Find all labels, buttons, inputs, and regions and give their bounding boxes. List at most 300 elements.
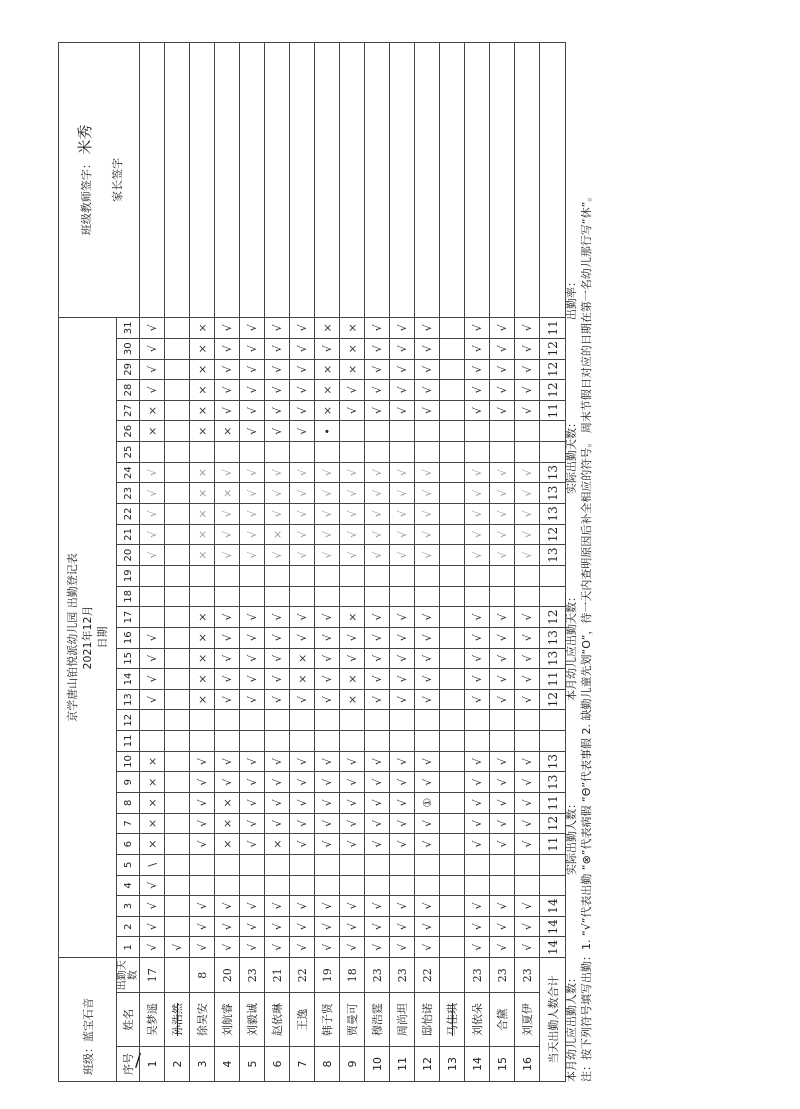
teacher-sign-label: 班级教师签字： — [79, 158, 93, 236]
attendance-mark — [490, 586, 515, 607]
attendance-rate-label: 出勤率： — [565, 276, 578, 320]
day-header-28: 28 — [117, 380, 140, 401]
attendance-mark — [165, 483, 190, 504]
attendance-mark: √ — [515, 689, 540, 710]
attendance-mark: √ — [415, 751, 440, 772]
row-number: 15 — [490, 1046, 515, 1081]
table-row — [215, 43, 240, 1082]
attendance-mark — [465, 731, 490, 752]
attendance-mark: √ — [165, 937, 190, 958]
attendance-mark: √ — [140, 648, 165, 669]
attendance-mark: √ — [465, 627, 490, 648]
attendance-mark — [415, 710, 440, 731]
attendance-mark: √ — [390, 504, 415, 525]
attendance-mark: √ — [215, 524, 240, 545]
attendance-mark — [515, 565, 540, 586]
attendance-mark: √ — [140, 483, 165, 504]
col-header-no: 序号 — [117, 1046, 140, 1081]
attendance-mark: √ — [415, 772, 440, 793]
attendance-mark: √ — [390, 813, 415, 834]
attendance-mark: √ — [340, 793, 365, 814]
attendance-mark: √ — [140, 627, 165, 648]
attendance-mark: × — [340, 338, 365, 359]
attendance-mark — [190, 731, 215, 752]
attendance-days: 23 — [465, 958, 490, 993]
attendance-mark — [165, 834, 190, 855]
attendance-days: 19 — [315, 958, 340, 993]
attendance-mark: √ — [265, 896, 290, 917]
attendance-mark: √ — [465, 896, 490, 917]
attendance-mark: × — [190, 504, 215, 525]
attendance-mark: √ — [365, 317, 390, 338]
attendance-mark — [365, 854, 390, 875]
daily-total: 11 — [540, 317, 566, 338]
daily-total: 11 — [540, 793, 566, 814]
attendance-mark: √ — [240, 834, 265, 855]
attendance-mark — [290, 586, 315, 607]
attendance-mark: √ — [515, 524, 540, 545]
attendance-mark: × — [190, 317, 215, 338]
attendance-mark: √ — [240, 483, 265, 504]
attendance-mark: ① — [415, 793, 440, 814]
attendance-mark — [440, 483, 465, 504]
attendance-mark — [365, 586, 390, 607]
attendance-mark: √ — [490, 937, 515, 958]
attendance-days: 23 — [515, 958, 540, 993]
parent-sign-cell — [490, 43, 515, 318]
attendance-mark — [165, 421, 190, 442]
daily-total — [540, 586, 566, 607]
daily-total: 12 — [540, 338, 566, 359]
attendance-mark: √ — [465, 380, 490, 401]
daily-total: 11 — [540, 834, 566, 855]
daily-total: 14 — [540, 916, 566, 937]
attendance-mark: √ — [315, 462, 340, 483]
attendance-mark: √ — [315, 689, 340, 710]
attendance-mark — [190, 442, 215, 463]
attendance-mark: √ — [515, 607, 540, 628]
attendance-mark: × — [340, 669, 365, 690]
attendance-mark: √ — [290, 545, 315, 566]
attendance-mark — [290, 442, 315, 463]
attendance-mark: × — [340, 607, 365, 628]
attendance-mark: √ — [515, 338, 540, 359]
attendance-mark: √ — [190, 751, 215, 772]
attendance-mark: √ — [465, 916, 490, 937]
attendance-days: 23 — [390, 958, 415, 993]
attendance-mark: × — [190, 524, 215, 545]
parent-sign-cell — [315, 43, 340, 318]
attendance-mark — [290, 854, 315, 875]
attendance-mark: × — [140, 751, 165, 772]
parent-sign-cell — [365, 43, 390, 318]
attendance-mark: √ — [465, 834, 490, 855]
attendance-mark — [390, 731, 415, 752]
attendance-mark: √ — [390, 751, 415, 772]
row-number: 3 — [190, 1046, 215, 1081]
attendance-mark: √ — [240, 317, 265, 338]
attendance-mark: √ — [315, 751, 340, 772]
attendance-mark: √ — [240, 338, 265, 359]
attendance-mark: √ — [240, 689, 265, 710]
attendance-mark — [265, 710, 290, 731]
attendance-mark — [165, 669, 190, 690]
attendance-mark — [490, 710, 515, 731]
attendance-mark — [365, 731, 390, 752]
attendance-mark: √ — [515, 937, 540, 958]
attendance-mark: √ — [215, 751, 240, 772]
attendance-mark: √ — [390, 524, 415, 545]
row-number: 7 — [290, 1046, 315, 1081]
day-header-25: 25 — [117, 442, 140, 463]
attendance-mark: √ — [515, 813, 540, 834]
attendance-mark — [440, 689, 465, 710]
table-row — [190, 43, 215, 1082]
daily-total: 13 — [540, 648, 566, 669]
rotated-page — [58, 42, 698, 1082]
attendance-mark: √ — [465, 545, 490, 566]
attendance-mark — [440, 400, 465, 421]
attendance-mark: √ — [340, 524, 365, 545]
attendance-mark: √ — [315, 896, 340, 917]
attendance-mark: √ — [240, 359, 265, 380]
attendance-mark: √ — [415, 896, 440, 917]
attendance-mark — [315, 731, 340, 752]
day-header-2: 2 — [117, 916, 140, 937]
attendance-table — [58, 42, 566, 1082]
attendance-mark: √ — [490, 400, 515, 421]
attendance-mark: × — [265, 834, 290, 855]
parent-sign-cell — [240, 43, 265, 318]
attendance-mark: √ — [340, 813, 365, 834]
day-header-4: 4 — [117, 875, 140, 896]
attendance-mark: √ — [490, 627, 515, 648]
child-name: 周尚坦 — [390, 993, 415, 1047]
attendance-mark — [165, 504, 190, 525]
child-name: 马佳琪 — [440, 993, 465, 1047]
attendance-mark — [490, 875, 515, 896]
child-name: 孙浩然 — [165, 993, 190, 1047]
attendance-mark: √ — [390, 545, 415, 566]
attendance-mark — [240, 442, 265, 463]
attendance-mark: √ — [515, 462, 540, 483]
daily-total: 13 — [540, 751, 566, 772]
attendance-mark: √ — [265, 627, 290, 648]
attendance-mark: √ — [365, 400, 390, 421]
attendance-mark — [440, 462, 465, 483]
attendance-mark: √ — [365, 462, 390, 483]
attendance-mark: √ — [340, 772, 365, 793]
attendance-mark: √ — [415, 462, 440, 483]
attendance-mark — [390, 875, 415, 896]
attendance-mark — [165, 400, 190, 421]
attendance-mark — [165, 772, 190, 793]
day-header-21: 21 — [117, 524, 140, 545]
attendance-mark: × — [290, 648, 315, 669]
attendance-mark: √ — [215, 504, 240, 525]
attendance-mark: √ — [490, 607, 515, 628]
attendance-mark — [265, 565, 290, 586]
day-header-31: 31 — [117, 317, 140, 338]
attendance-mark — [490, 421, 515, 442]
attendance-mark — [415, 854, 440, 875]
attendance-mark: √ — [265, 772, 290, 793]
attendance-mark: √ — [315, 504, 340, 525]
daily-total: 13 — [540, 462, 566, 483]
daily-total — [540, 731, 566, 752]
attendance-mark: √ — [340, 916, 365, 937]
parent-sign-cell — [265, 43, 290, 318]
table-row — [440, 43, 465, 1082]
day-header-11: 11 — [117, 731, 140, 752]
attendance-mark: √ — [365, 607, 390, 628]
attendance-mark: √ — [490, 834, 515, 855]
attendance-mark: √ — [315, 772, 340, 793]
attendance-mark: √ — [415, 689, 440, 710]
child-name: 贾曼可 — [340, 993, 365, 1047]
day-header-13: 13 — [117, 689, 140, 710]
daily-total: 12 — [540, 689, 566, 710]
attendance-mark: √ — [515, 380, 540, 401]
daily-total — [540, 442, 566, 463]
parent-sign-cell — [390, 43, 415, 318]
daily-total: 14 — [540, 896, 566, 917]
daily-total — [540, 421, 566, 442]
attendance-mark: √ — [140, 317, 165, 338]
table-row — [265, 43, 290, 1082]
parent-sign-cell — [140, 43, 165, 318]
totals-label: 当天出勤人数合计 — [540, 958, 566, 1082]
attendance-mark: √ — [515, 400, 540, 421]
attendance-mark — [215, 875, 240, 896]
attendance-mark — [415, 442, 440, 463]
attendance-mark: √ — [140, 359, 165, 380]
attendance-mark: √ — [265, 689, 290, 710]
attendance-mark: √ — [315, 669, 340, 690]
attendance-mark: √ — [265, 793, 290, 814]
attendance-mark: × — [265, 524, 290, 545]
table-row — [465, 43, 490, 1082]
attendance-mark: √ — [315, 813, 340, 834]
day-header-16: 16 — [117, 627, 140, 648]
attendance-mark: √ — [265, 813, 290, 834]
attendance-mark: × — [190, 689, 215, 710]
attendance-mark — [165, 793, 190, 814]
table-row — [340, 43, 365, 1082]
attendance-mark: √ — [265, 317, 290, 338]
row-number: 4 — [215, 1046, 240, 1081]
attendance-mark: √ — [490, 916, 515, 937]
attendance-mark: √ — [365, 916, 390, 937]
attendance-days — [440, 958, 465, 993]
attendance-mark — [165, 442, 190, 463]
attendance-mark — [165, 627, 190, 648]
attendance-mark — [440, 896, 465, 917]
attendance-mark — [165, 586, 190, 607]
attendance-mark: • — [315, 421, 340, 442]
attendance-mark: √ — [415, 400, 440, 421]
attendance-mark: √ — [215, 400, 240, 421]
attendance-mark — [315, 710, 340, 731]
attendance-mark — [465, 710, 490, 731]
col-header-name: 姓名 — [117, 993, 140, 1047]
date-label: 日期 — [96, 626, 109, 649]
attendance-mark: √ — [315, 607, 340, 628]
day-header-10: 10 — [117, 751, 140, 772]
attendance-mark — [440, 627, 465, 648]
attendance-mark: √ — [140, 689, 165, 710]
attendance-mark: √ — [190, 793, 215, 814]
attendance-mark: √ — [340, 462, 365, 483]
daily-total — [540, 710, 566, 731]
attendance-mark: × — [140, 793, 165, 814]
attendance-mark: √ — [265, 338, 290, 359]
attendance-mark — [165, 317, 190, 338]
attendance-mark: √ — [490, 483, 515, 504]
attendance-mark — [165, 710, 190, 731]
day-header-9: 9 — [117, 772, 140, 793]
attendance-days — [165, 958, 190, 993]
attendance-mark: √ — [365, 627, 390, 648]
attendance-mark — [415, 731, 440, 752]
attendance-mark: √ — [265, 545, 290, 566]
attendance-mark: √ — [490, 524, 515, 545]
day-header-22: 22 — [117, 504, 140, 525]
attendance-mark: √ — [365, 689, 390, 710]
attendance-mark: √ — [465, 524, 490, 545]
attendance-mark — [490, 731, 515, 752]
attendance-mark: √ — [240, 669, 265, 690]
row-number: 10 — [365, 1046, 390, 1081]
attendance-mark — [140, 565, 165, 586]
attendance-mark: √ — [140, 380, 165, 401]
attendance-mark — [315, 586, 340, 607]
attendance-mark — [440, 834, 465, 855]
attendance-mark: √ — [290, 338, 315, 359]
attendance-mark — [465, 421, 490, 442]
parent-sign-cell — [515, 43, 540, 318]
attendance-mark: √ — [490, 669, 515, 690]
attendance-mark — [315, 875, 340, 896]
attendance-mark: √ — [365, 937, 390, 958]
attendance-mark: √ — [290, 772, 315, 793]
attendance-mark: × — [140, 834, 165, 855]
row-number: 6 — [265, 1046, 290, 1081]
attendance-mark: √ — [265, 607, 290, 628]
attendance-mark: √ — [365, 380, 390, 401]
attendance-mark: √ — [365, 338, 390, 359]
attendance-mark — [440, 937, 465, 958]
attendance-mark: √ — [340, 896, 365, 917]
attendance-mark: √ — [415, 317, 440, 338]
attendance-mark: × — [190, 669, 215, 690]
day-header-30: 30 — [117, 338, 140, 359]
attendance-mark: √ — [515, 648, 540, 669]
attendance-mark — [390, 442, 415, 463]
attendance-mark: √ — [290, 834, 315, 855]
attendance-mark: √ — [390, 462, 415, 483]
attendance-mark — [440, 648, 465, 669]
attendance-mark: × — [190, 648, 215, 669]
attendance-mark: √ — [265, 359, 290, 380]
attendance-mark: √ — [140, 916, 165, 937]
attendance-days: 21 — [265, 958, 290, 993]
daily-total: 13 — [540, 504, 566, 525]
attendance-mark: × — [140, 421, 165, 442]
attendance-mark — [165, 338, 190, 359]
attendance-mark — [265, 875, 290, 896]
expected-days-label: 本月幼儿应出勤天数： — [565, 591, 578, 701]
table-row — [140, 43, 165, 1082]
attendance-mark: √ — [265, 380, 290, 401]
attendance-mark: √ — [240, 504, 265, 525]
attendance-days: 22 — [415, 958, 440, 993]
attendance-mark: × — [290, 669, 315, 690]
attendance-mark: √ — [215, 359, 240, 380]
attendance-mark: √ — [390, 627, 415, 648]
attendance-mark — [190, 565, 215, 586]
attendance-mark: √ — [390, 834, 415, 855]
attendance-mark — [515, 586, 540, 607]
attendance-mark: √ — [390, 483, 415, 504]
attendance-mark — [465, 875, 490, 896]
table-row — [365, 43, 390, 1082]
attendance-mark — [365, 565, 390, 586]
attendance-mark: √ — [490, 648, 515, 669]
attendance-mark: √ — [365, 483, 390, 504]
attendance-mark: √ — [290, 483, 315, 504]
attendance-mark — [165, 875, 190, 896]
attendance-mark: √ — [465, 462, 490, 483]
attendance-mark — [215, 710, 240, 731]
attendance-mark: √ — [465, 359, 490, 380]
attendance-mark — [140, 586, 165, 607]
attendance-mark — [215, 731, 240, 752]
attendance-mark: √ — [315, 834, 340, 855]
attendance-mark — [440, 504, 465, 525]
child-name: 刘航睿 — [215, 993, 240, 1047]
attendance-mark: × — [215, 483, 240, 504]
attendance-mark: × — [190, 607, 215, 628]
attendance-mark — [340, 586, 365, 607]
daily-total: 12 — [540, 524, 566, 545]
attendance-mark — [165, 524, 190, 545]
sheet-title — [59, 317, 117, 957]
row-number: 9 — [340, 1046, 365, 1081]
attendance-days: 8 — [190, 958, 215, 993]
attendance-mark: × — [190, 338, 215, 359]
attendance-mark — [290, 710, 315, 731]
attendance-mark: √ — [465, 483, 490, 504]
attendance-mark: √ — [515, 751, 540, 772]
daily-total: 12 — [540, 813, 566, 834]
attendance-mark: √ — [340, 627, 365, 648]
attendance-mark: √ — [265, 504, 290, 525]
attendance-mark: √ — [390, 359, 415, 380]
attendance-mark — [440, 421, 465, 442]
attendance-mark: √ — [265, 400, 290, 421]
attendance-mark: √ — [365, 504, 390, 525]
attendance-mark: √ — [465, 793, 490, 814]
attendance-mark: √ — [365, 793, 390, 814]
table-row — [315, 43, 340, 1082]
attendance-days: 18 — [340, 958, 365, 993]
attendance-mark — [440, 586, 465, 607]
attendance-mark: √ — [465, 937, 490, 958]
attendance-mark — [165, 854, 190, 875]
attendance-mark — [290, 875, 315, 896]
attendance-mark: √ — [140, 937, 165, 958]
